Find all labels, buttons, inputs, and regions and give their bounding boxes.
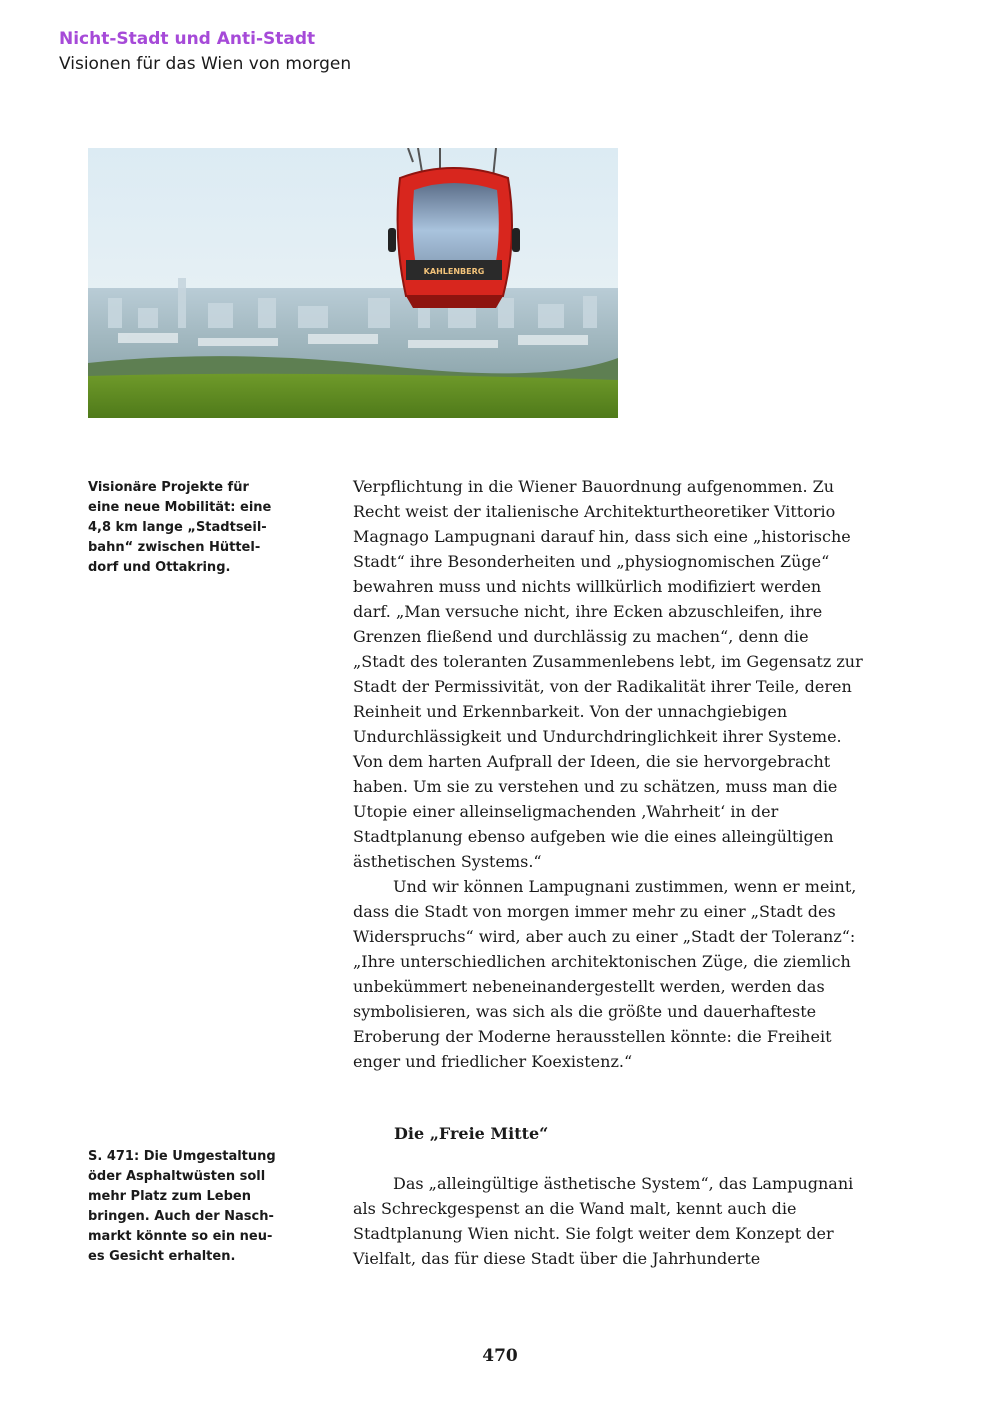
section-text bbox=[353, 1171, 863, 1271]
main-text bbox=[353, 474, 863, 1074]
gondola-photo bbox=[88, 148, 618, 418]
paragraph: Und wir können Lampugnani zustimmen, wenn er meint, dass die Stadt von morgen immer mehr zu einer „Stadt des Widerspruchs“ wird, aber auch zu einer „Stadt der Toleranz“: „Ihre unterschiedlichen architektonischen Züge, die ziemlich unbekümmert nebeneinandergestellt werden, werden das symbolisieren, was sich als die größte und dauerhafteste Eroberung der Moderne herausstellen könnte: die Freiheit enger und friedlicher Koexistenz.“ bbox=[353, 877, 857, 1071]
paragraph: Das „alleingültige ästhetische System“, das Lampugnani als Schreckgespenst an die Wand malt, kennt auch die Stadtplanung Wien nicht. Sie folgt weiter dem Konzept der Vielfalt, das für diese Stadt über die Jahrhunderte bbox=[353, 1174, 854, 1268]
chapter-title: Nicht-Stadt und Anti-Stadt bbox=[59, 29, 316, 49]
gondola-sign: KAHLENBERG bbox=[423, 267, 485, 276]
side-caption: S. 471: Die Umgestaltung öder Asphaltwüsten soll mehr Platz zum Leben bringen. Auch der Naschmarkt könnte so ein neues Gesicht erhalten. bbox=[88, 1149, 276, 1264]
page-number: 470 bbox=[482, 1346, 518, 1366]
section-heading: Die „Freie Mitte“ bbox=[394, 1124, 549, 1143]
book-subtitle: Visionen für das Wien von morgen bbox=[59, 54, 352, 74]
paragraph: Verpflichtung in die Wiener Bauordnung aufgenommen. Zu Recht weist der italienische Architekturtheoretiker Vittorio Magnago Lampugnani darauf hin, dass sich eine „historische Stadt“ ihre Besonderheiten und „physiognomischen Züge“ bewahren muss und nichts willkürlich modifiziert werden darf. „Man versuche nicht, ihre Ecken abzuschleifen, ihre Grenzen fließend und durchlässig zu machen“, denn die „Stadt des toleranten Zusammenlebens lebt, im Gegensatz zur Stadt der Permissivität, von der Radikalität ihrer Teile, deren Reinheit und Erkennbarkeit. Von der unnachgiebigen Undurchlässigkeit und Undurchdringlichkeit ihrer Systeme. Von dem harten Aufprall der Ideen, die sie hervorgebracht haben. Um sie zu verstehen und zu schätzen, muss man die Utopie einer alleinseligmachenden ‚Wahrheit‘ in der Stadtplanung ebenso aufgeben wie die eines alleingültigen ästhetischen Systems.“ bbox=[353, 477, 863, 871]
running-header bbox=[59, 27, 351, 77]
photo-caption: Visionäre Projekte für eine neue Mobilität: eine 4,8 km lange „Stadtseilbahn“ zwischen Hütteldorf und Ottakring. bbox=[88, 480, 272, 575]
